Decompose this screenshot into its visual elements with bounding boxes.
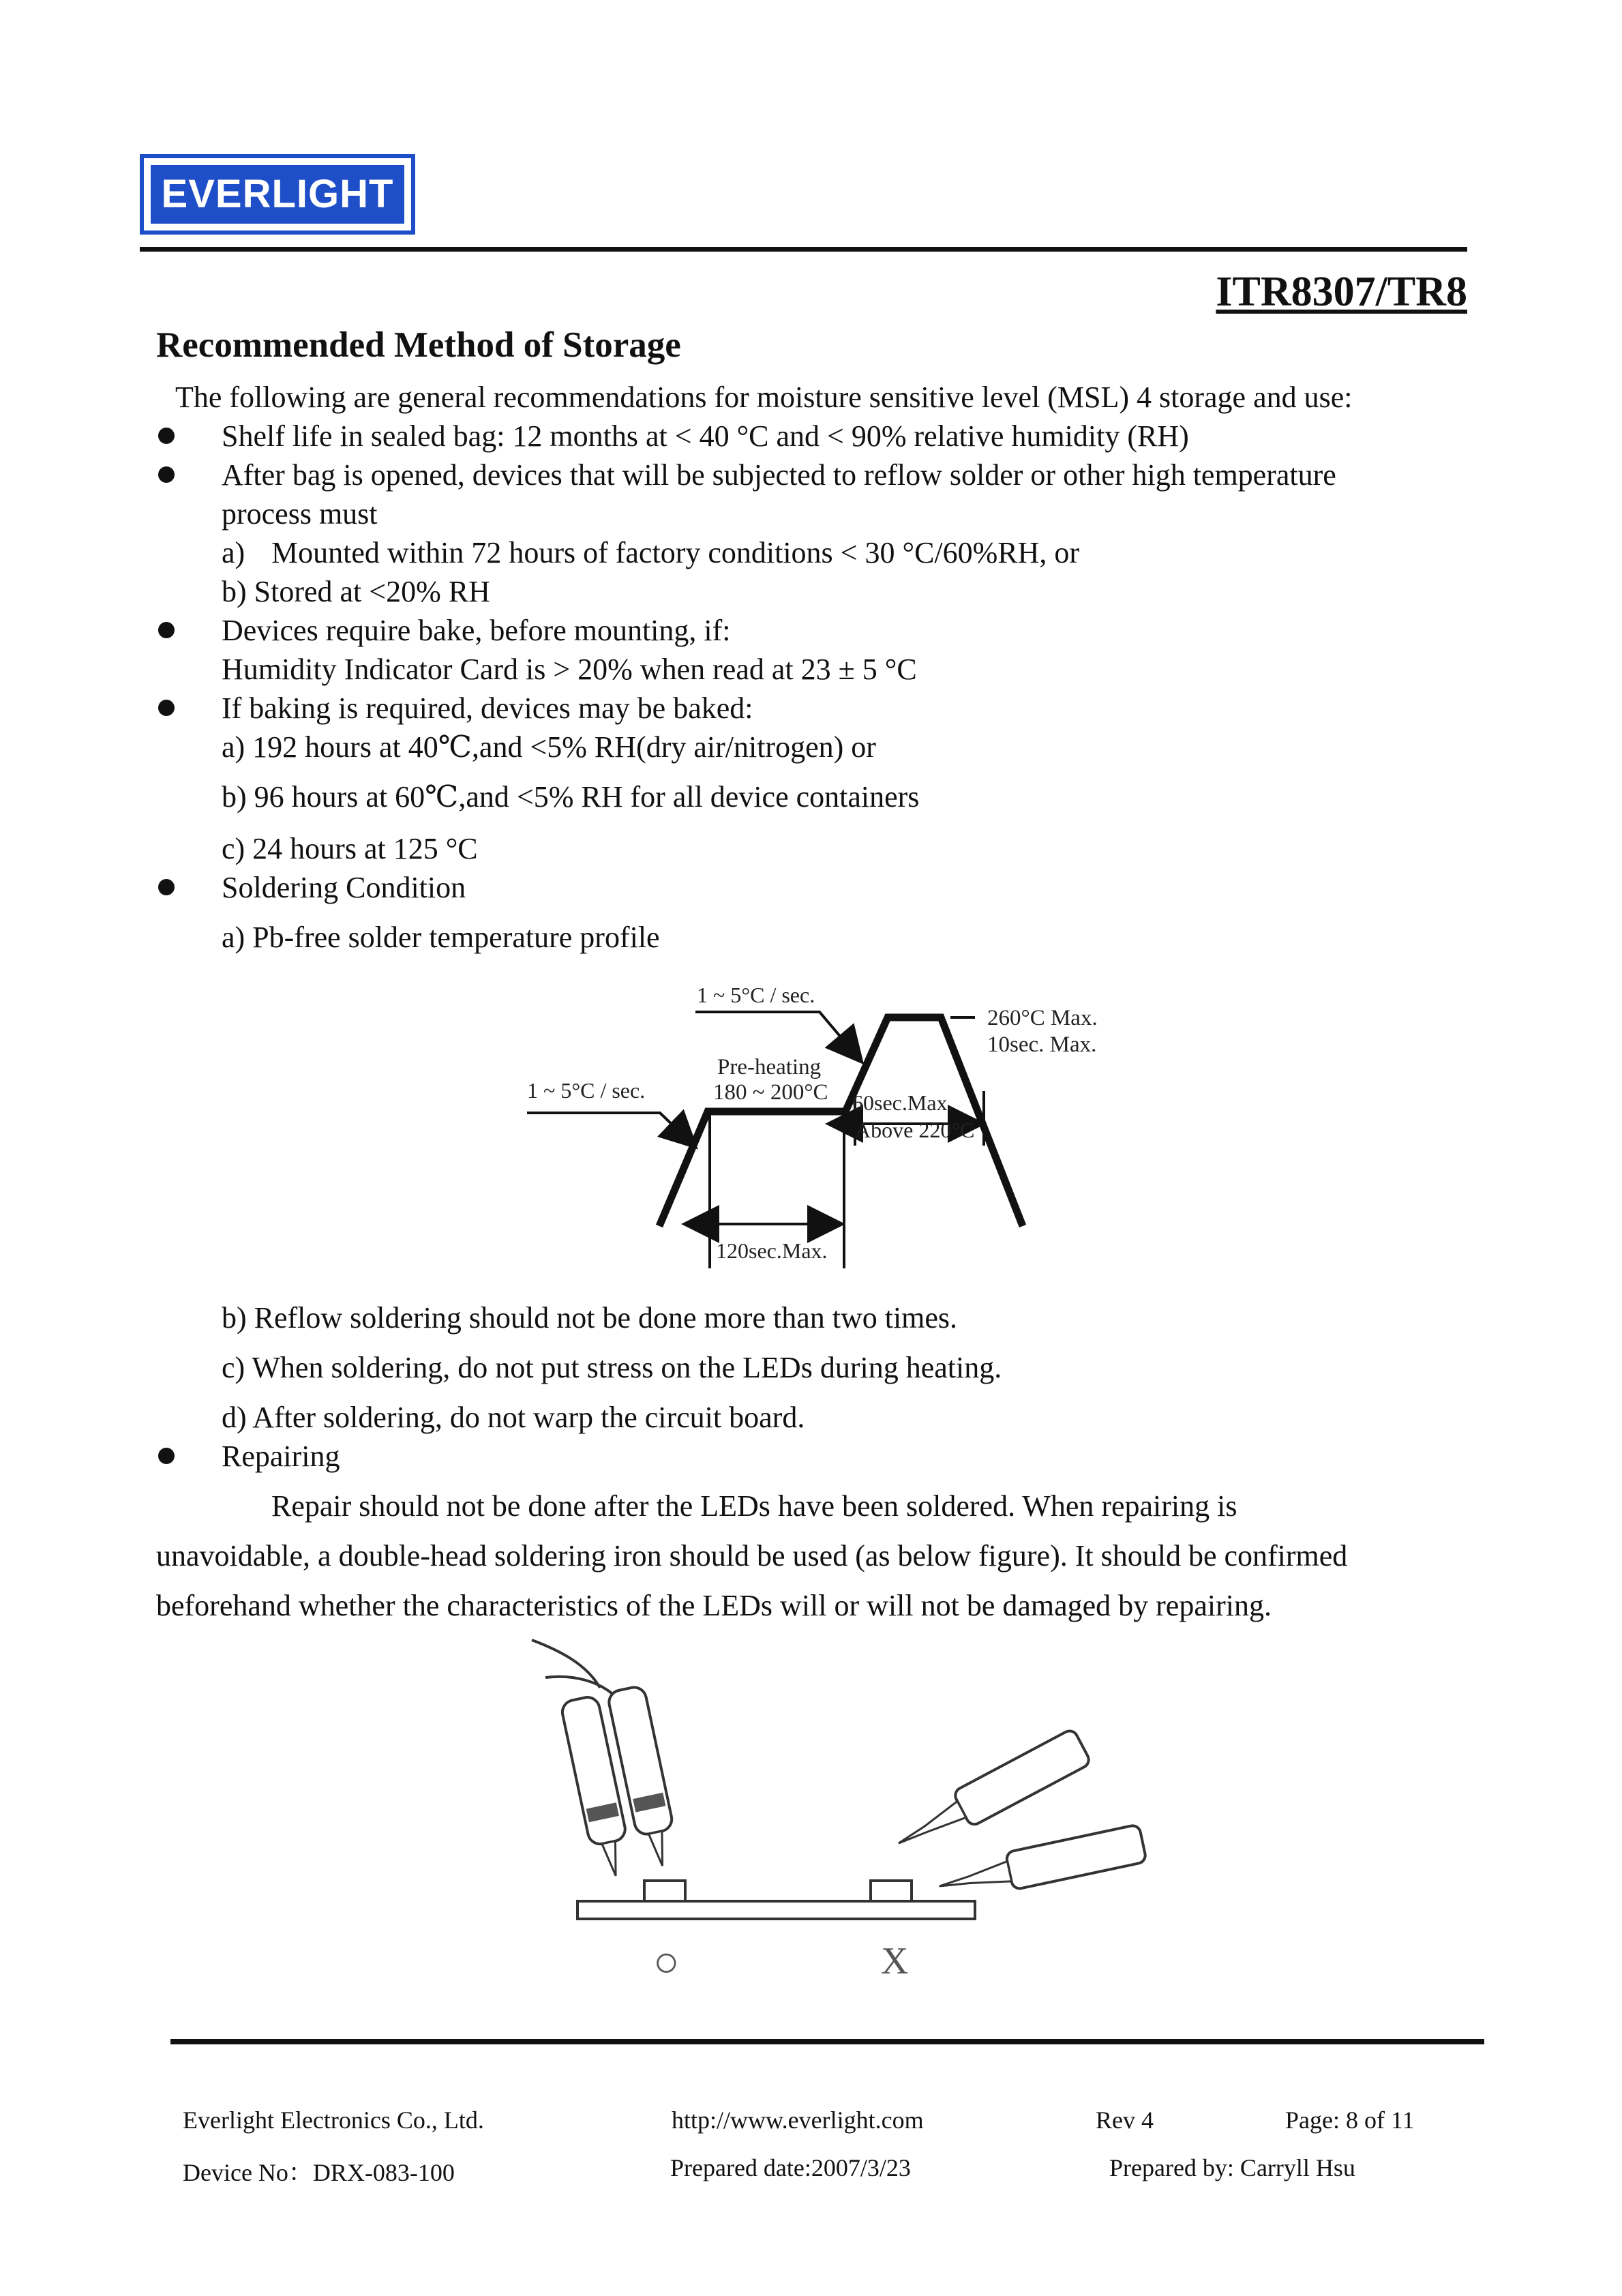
ramp-rate-2-label: 1 ~ 5°C / sec. xyxy=(697,983,815,1007)
soldering-b-text: b) Reflow soldering should not be done more than two times. xyxy=(222,1301,958,1335)
single-soldering-iron xyxy=(935,1824,1147,1905)
iron-cable xyxy=(545,1677,617,1698)
footer-revision: Rev 4 xyxy=(1096,2106,1154,2134)
footer-rule xyxy=(170,2039,1484,2044)
baking-b-text: b) 96 hours at 60℃,and <5% RH for all device containers xyxy=(222,780,920,814)
soldering-a-text: a) Pb-free solder temperature profile xyxy=(222,921,660,954)
footer-prepared-date: Prepared date:2007/3/23 xyxy=(670,2154,911,2181)
preheat-time-label: 120sec.Max. xyxy=(716,1238,828,1263)
shelf-life-text: Shelf life in sealed bag: 12 months at < 40 °C and < 90% relative humidity (RH) xyxy=(222,419,1189,453)
circuit-board xyxy=(577,1901,975,1919)
repair-paragraph-line-1: Repair should not be done after the LEDs have been soldered. When repairing is xyxy=(271,1489,1237,1523)
baking-a-text: a) 192 hours at 40℃,and <5% RH(dry air/nitrogen) or xyxy=(222,730,876,764)
soldering-c-text: c) When soldering, do not put stress on the LEDs during heating. xyxy=(222,1351,1002,1384)
bake-text: Devices require bake, before mounting, if: xyxy=(222,614,731,647)
repairing-text: Repairing xyxy=(222,1440,340,1473)
footer-device-number: Device No：DRX-083-100 xyxy=(183,2159,455,2186)
above-time-label: 60sec.Max. xyxy=(852,1090,953,1115)
soldering-text: Soldering Condition xyxy=(222,871,466,904)
soldering-d-text: d) After soldering, do not warp the circuit board. xyxy=(222,1401,805,1434)
peak-temp-label: 260°C Max. xyxy=(987,1006,1098,1030)
baking-c-text: c) 24 hours at 125 °C xyxy=(222,832,478,865)
baking-required-text: If baking is required, devices may be baked: xyxy=(222,691,753,725)
preheat-title-label: Pre-heating xyxy=(717,1055,822,1079)
ok-mark: ○ xyxy=(653,1937,680,1986)
logo-text: EVERLIGHT xyxy=(151,165,404,224)
after-open-b-text: b) Stored at <20% RH xyxy=(222,575,490,608)
above-temp-label: Above 220°C xyxy=(855,1118,975,1142)
part-number: ITR8307/TR8 xyxy=(1216,269,1467,315)
footer-prepared-by: Prepared by: Carryll Hsu xyxy=(1109,2154,1355,2181)
led-component xyxy=(644,1881,685,1901)
after-open-a-label: a) xyxy=(222,536,245,569)
footer-company: Everlight Electronics Co., Ltd. xyxy=(183,2106,484,2134)
humidity-card-text: Humidity Indicator Card is > 20% when read at 23 ± 5 °C xyxy=(222,653,917,686)
repair-paragraph-line-2: unavoidable, a double-head soldering iron should be used (as below figure). It should be confirmed xyxy=(156,1539,1348,1572)
repair-paragraph-line-3: beforehand whether the characteristics of the LEDs will or will not be damaged by repairing. xyxy=(156,1589,1272,1622)
led-component xyxy=(871,1881,912,1901)
footer-url[interactable]: http://www.everlight.com xyxy=(672,2106,924,2134)
after-open-text-cont: process must xyxy=(222,497,378,531)
after-open-a-text: Mounted within 72 hours of factory conditions < 30 °C/60%RH, or xyxy=(271,536,1080,569)
intro-text: The following are general recommendations for moisture sensitive level (MSL) 4 storage and use: xyxy=(175,381,1353,414)
preheat-range-label: 180 ~ 200°C xyxy=(713,1080,828,1105)
ng-mark: X xyxy=(881,1940,909,1982)
section-title: Recommended Method of Storage xyxy=(156,325,681,365)
double-head-soldering-iron xyxy=(560,1685,681,1879)
after-open-text: After bag is opened, devices that will be subjected to reflow solder or other high temperature xyxy=(222,458,1336,492)
peak-time-label: 10sec. Max. xyxy=(987,1032,1097,1057)
ramp-rate-1-label: 1 ~ 5°C / sec. xyxy=(527,1078,646,1103)
footer-page-number: Page: 8 of 11 xyxy=(1285,2106,1415,2134)
